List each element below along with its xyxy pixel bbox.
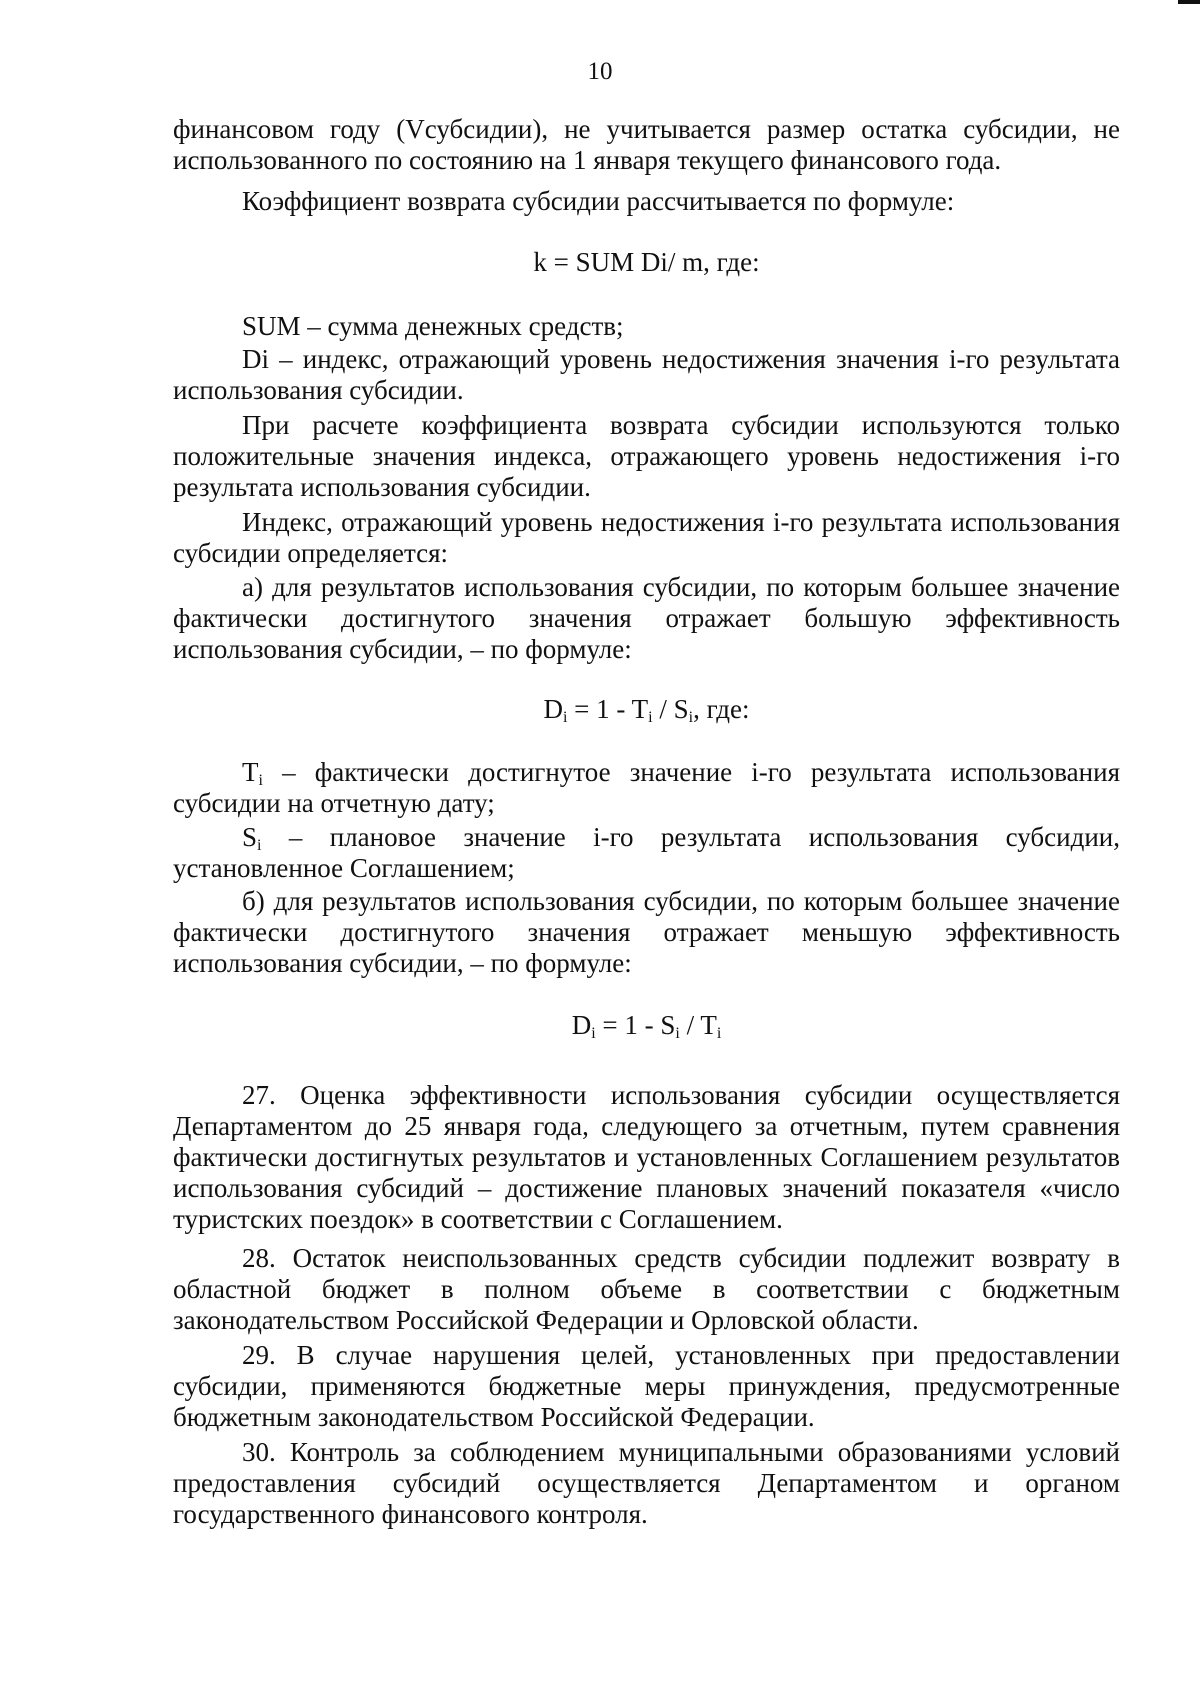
definition-di: Di – индекс, отражающий уровень недостижения значения i-го результата использования субсидии. — [173, 344, 1120, 405]
formula-di-b: $D_i = 1 - S_i / T_i$ — [571, 1010, 722, 1042]
page-number: 10 — [587, 58, 613, 85]
paragraph-27: 27. Оценка эффективности использования субсидии осуществляется Департаментом до 25 января года, следующего за отчетным, путем сравнения фактически достигнутых результатов и установленных Соглашением результатов использования субсидий – достижение плановых значений показателя «число туристских поездок» в соответствии с Соглашением. — [173, 1080, 1120, 1234]
formula-k: k = SUM Di/ m, где: — [533, 247, 760, 277]
paragraph-positive-values: При расчете коэффициента возврата субсидии используются только положительные значения индекса, отражающего уровень недостижения i-го результата использования субсидии. — [173, 410, 1120, 502]
definition-ti: $T_i$ – фактически достигнутое значение i-го результата использования субсидии на отчетную дату; — [173, 757, 1120, 818]
paragraph-index-determination: Индекс, отражающий уровень недостижения i-го результата использования субсидии определяется: — [173, 507, 1120, 568]
paragraph-case-a: а) для результатов использования субсидии, по которым большее значение фактически достигнутого значения отражает большую эффективность использования субсидии, – по формуле: — [173, 572, 1120, 664]
paragraph-coefficient-intro: Коэффициент возврата субсидии рассчитывается по формуле: — [242, 186, 955, 216]
corner-mark — [1178, 0, 1200, 4]
definition-sum: SUM – сумма денежных средств; — [242, 311, 624, 341]
definition-si: $S_i$ – плановое значение i-го результата использования субсидии, установленное Соглашением; — [173, 822, 1120, 883]
paragraph-continuation: финансовом году (Vсубсидии), не учитывается размер остатка субсидии, не использованного по состоянию на 1 января текущего финансового года. — [173, 114, 1120, 175]
paragraph-29: 29. В случае нарушения целей, установленных при предоставлении субсидии, применяются бюджетные меры принуждения, предусмотренные бюджетным законодательством Российской Федерации. — [173, 1340, 1120, 1432]
paragraph-case-b: б) для результатов использования субсидии, по которым большее значение фактически достигнутого значения отражает меньшую эффективность использования субсидии, – по формуле: — [173, 886, 1120, 978]
paragraph-30: 30. Контроль за соблюдением муниципальными образованиями условий предоставления субсидий осуществляется Департаментом и органом государственного финансового контроля. — [173, 1437, 1120, 1529]
formula-di-a: $D_i = 1 - T_i / S_i$, где: — [543, 694, 750, 726]
paragraph-28: 28. Остаток неиспользованных средств субсидии подлежит возврату в областной бюджет в полном объеме в соответствии с бюджетным законодательством Российской Федерации и Орловской области. — [173, 1243, 1120, 1335]
